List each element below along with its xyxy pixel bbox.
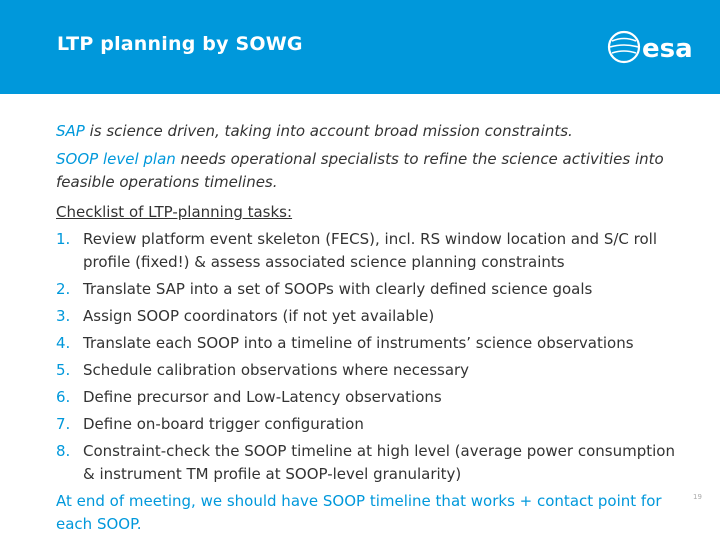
slide-title: LTP planning by SOWG xyxy=(57,33,303,55)
item-text: Define precursor and Low-Latency observations xyxy=(83,388,442,406)
item-text: Review platform event skeleton (FECS), incl. RS window location and S/C roll profile (fixed!) & assess associated science planning constraints xyxy=(83,230,657,271)
task-list xyxy=(56,228,686,486)
sap-rest: is science driven, taking into account broad mission constraints. xyxy=(84,122,573,140)
page-number: 19 xyxy=(693,493,702,501)
item-text: Assign SOOP coordinators (if not yet available) xyxy=(83,307,435,325)
globe-icon xyxy=(609,32,639,62)
list-item xyxy=(56,305,686,328)
list-item xyxy=(56,332,686,355)
soop-statement xyxy=(56,148,686,194)
item-text: Constraint-check the SOOP timeline at high level (average power consumption & instrument TM profile at SOOP-level granularity) xyxy=(83,442,675,483)
soop-rest: needs operational specialists to refine the science activities into feasible operations timelines. xyxy=(56,150,664,191)
logo-wordmark: esa xyxy=(642,34,693,64)
item-text: Define on-board trigger configuration xyxy=(83,415,364,433)
soop-level-plan-link[interactable]: SOOP level plan xyxy=(56,150,176,168)
checklist-heading: Checklist of LTP-planning tasks: xyxy=(56,203,293,221)
list-item xyxy=(56,413,686,436)
item-number: 8. xyxy=(56,442,71,460)
item-number: 6. xyxy=(56,388,71,406)
item-text: Translate each SOOP into a timeline of instruments’ science observations xyxy=(83,334,634,352)
item-number: 5. xyxy=(56,361,71,379)
list-item xyxy=(56,359,686,382)
sap-link[interactable]: SAP xyxy=(56,122,85,140)
esa-logo xyxy=(606,28,702,66)
item-number: 1. xyxy=(56,230,71,248)
list-item xyxy=(56,440,686,486)
item-text: Translate SAP into a set of SOOPs with clearly defined science goals xyxy=(83,280,593,298)
list-item xyxy=(56,278,686,301)
closing-statement: At end of meeting, we should have SOOP timeline that works + contact point for each SOOP. xyxy=(56,492,662,533)
list-item xyxy=(56,386,686,409)
item-number: 7. xyxy=(56,415,71,433)
item-number: 4. xyxy=(56,334,71,352)
sap-statement xyxy=(56,120,686,143)
slide-body xyxy=(56,120,686,551)
slide-header xyxy=(0,0,720,94)
item-number: 2. xyxy=(56,280,71,298)
item-text: Schedule calibration observations where necessary xyxy=(83,361,470,379)
item-number: 3. xyxy=(56,307,71,325)
list-item xyxy=(56,228,686,274)
